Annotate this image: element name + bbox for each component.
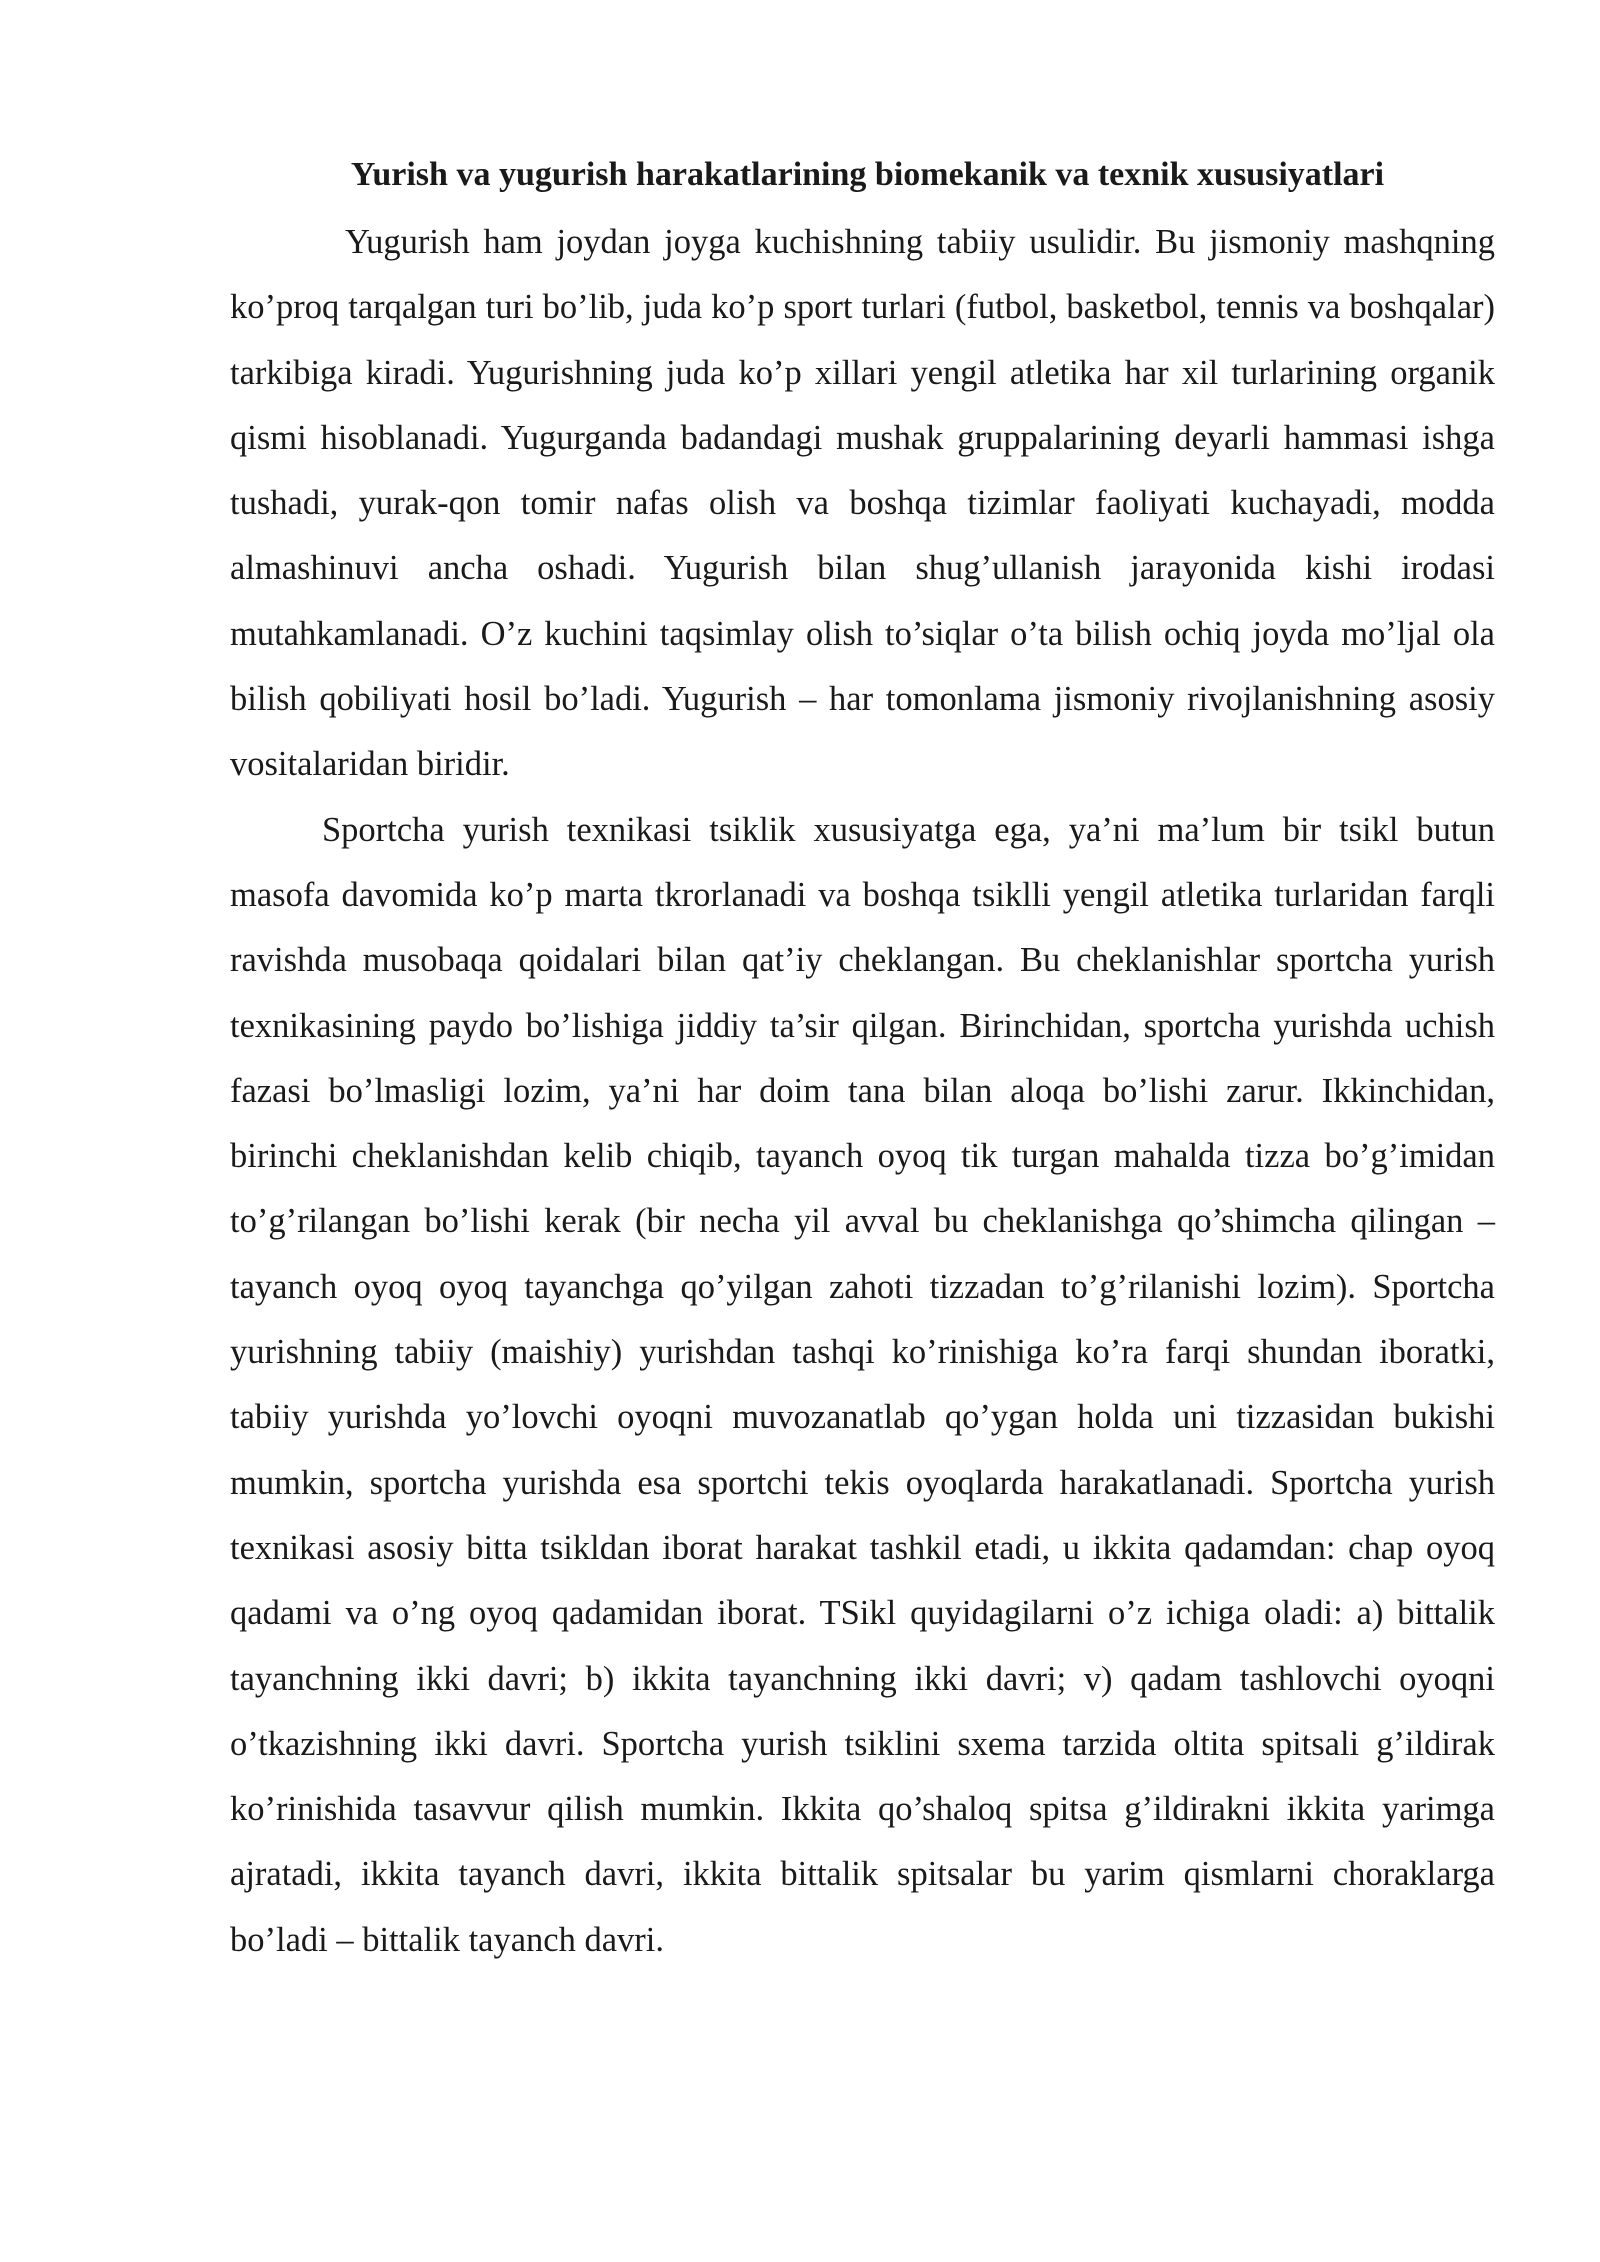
page-content <box>230 150 1495 1973</box>
paragraph-running: Yugurish ham joydan joyga kuchishning tabiiy usulidir. Bu jismoniy mashqning ko’proq tarqalgan turi bo’lib, juda ko’p sport turlari (futbol, basketbol, tennis va boshqalar) tarkibiga kiradi. Yugurishning juda ko’p xillari yengil atletika har xil turlarining organik qismi hisoblanadi. Yugurganda badandagi mushak gruppalarining deyarli hammasi ishga tushadi, yurak-qon tomir nafas olish va boshqa tizimlar faoliyati kuchayadi, modda almashinuvi ancha oshadi. Yugurish bilan shug’ullanish jarayonida kishi irodasi mutahkamlanadi. O’z kuchini taqsimlay olish to’siqlar o’ta bilish ochiq joyda mo’ljal ola bilish qobiliyati hosil bo’ladi. Yugurish – har tomonlama jismoniy rivojlanishning asosiy vositalaridan biridir. <box>230 223 1495 784</box>
paragraph-race-walking: Sportcha yurish texnikasi tsiklik xususiyatga ega, ya’ni ma’lum bir tsikl butun masofa davomida ko’p marta tkrorlanadi va boshqa tsiklli yengil atletika turlaridan farqli ravishda musobaqa qoidalari bilan qat’iy cheklangan. Bu cheklanishlar sportcha yurish texnikasining paydo bo’lishiga jiddiy ta’sir qilgan. Birinchidan, sportcha yurishda uchish fazasi bo’lmasligi lozim, ya’ni har doim tana bilan aloqa bo’lishi zarur. Ikkinchidan, birinchi cheklanishdan kelib chiqib, tayanch oyoq tik turgan mahalda tizza bo’g’imidan to’g’rilangan bo’lishi kerak (bir necha yil avval bu cheklanishga qo’shimcha qilingan – tayanch oyoq oyoq tayanchga qo’yilgan zahoti tizzadan to’g’rilanishi lozim). Sportcha yurishning tabiiy (maishiy) yurishdan tashqi ko’rinishiga ko’ra farqi shundan iboratki, tabiiy yurishda yo’lovchi oyoqni muvozanatlab qo’ygan holda uni tizzasidan bukishi mumkin, sportcha yurishda esa sportchi tekis oyoqlarda harakatlanadi. Sportcha yurish texnikasi asosiy bitta tsikldan iborat harakat tashkil etadi, u ikkita qadamdan: chap oyoq qadami va o’ng oyoq qadamidan iborat. TSikl quyidagilarni o’z ichiga oladi: a) bittalik tayanchning ikki davri; b) ikkita tayanchning ikki davri; v) qadam tashlovchi oyoqni o’tkazishning ikki davri. Sportcha yurish tsiklini sxema tarzida oltita spitsali g’ildirak ko’rinishida tasavvur qilish mumkin. Ikkita qo’shaloq spitsa g’ildirakni ikkita yarimga ajratadi, ikkita tayanch davri, ikkita bittalik spitsalar bu yarim qismlarni choraklarga bo’ladi – bittalik tayanch davri. <box>230 810 1495 1959</box>
document-title: Yurish va yugurish harakatlarining biomekanik va texnik xususiyatlari <box>350 156 1385 193</box>
